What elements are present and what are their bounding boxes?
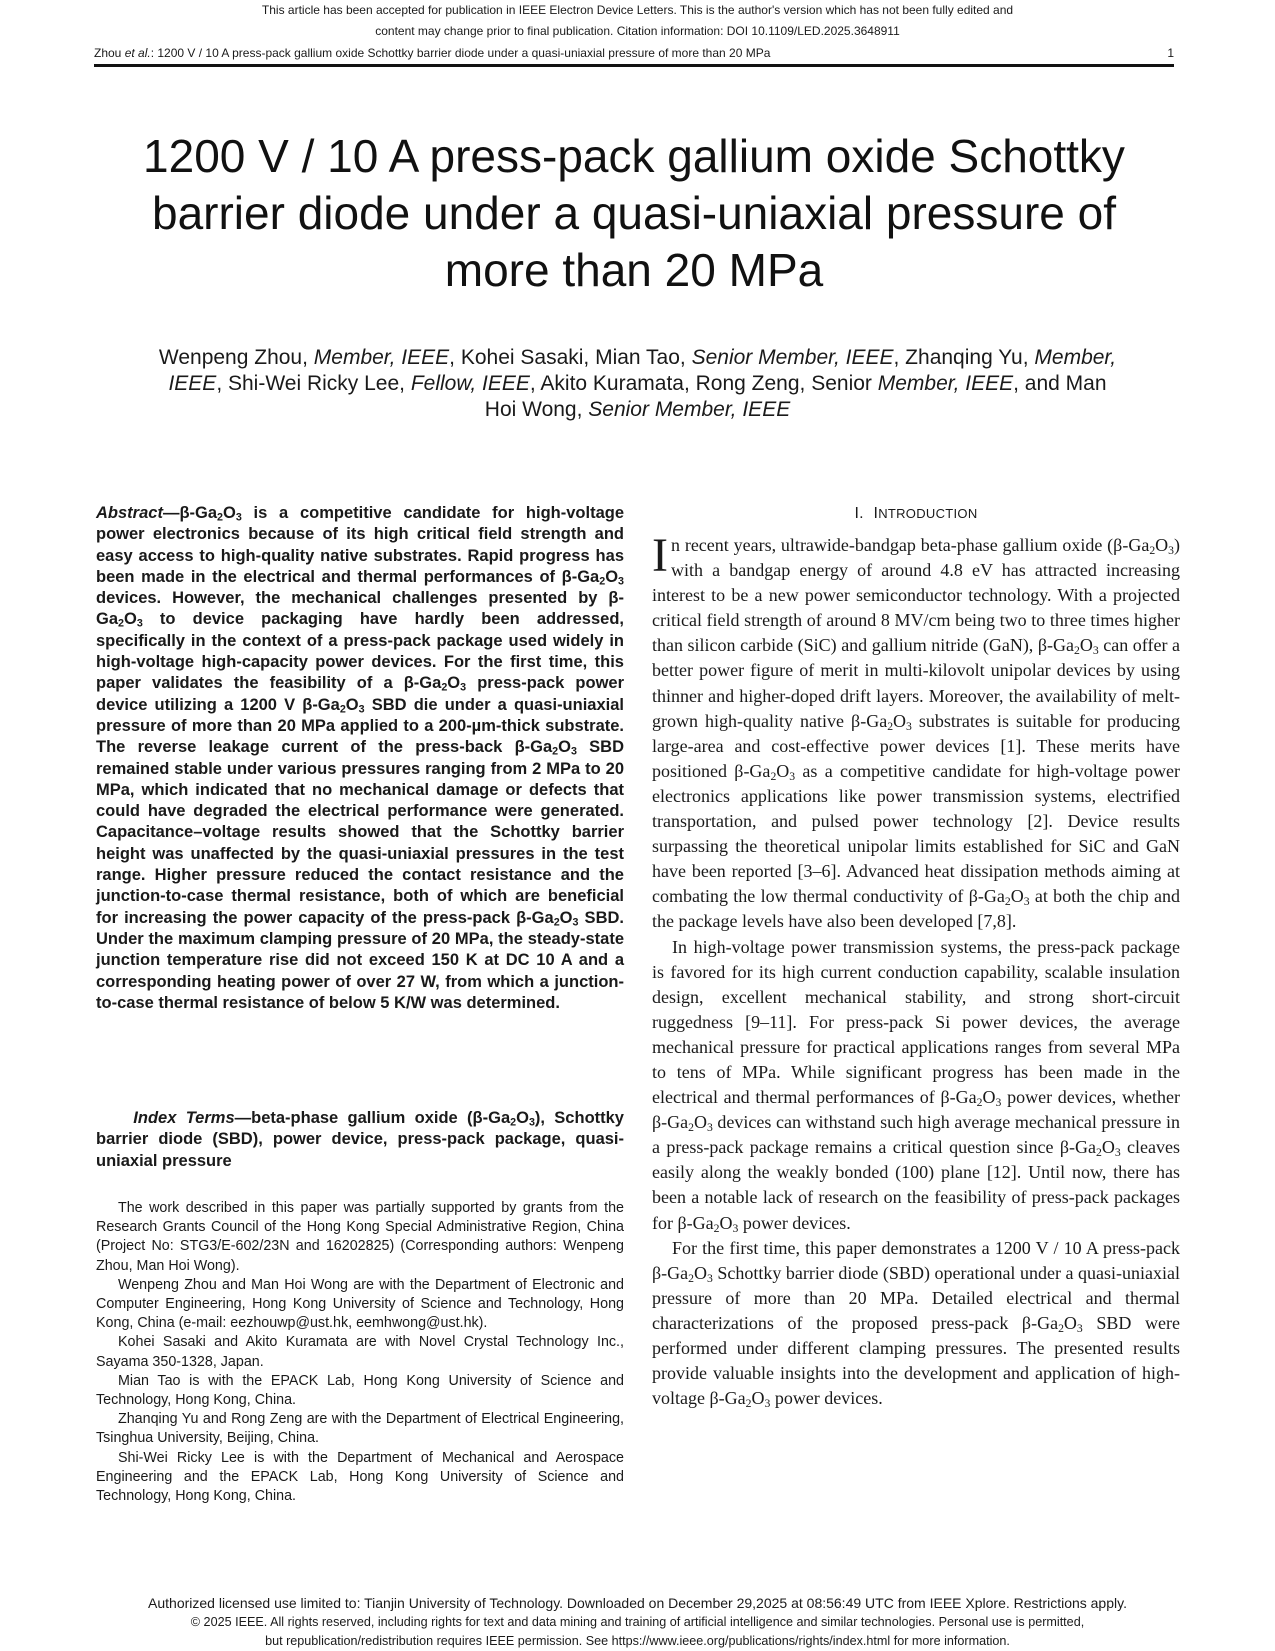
author-affil: Fellow, IEEE [410, 372, 530, 395]
page-number: 1 [1167, 46, 1174, 60]
author-affil: Senior Member, IEEE [588, 398, 791, 421]
author-seg: , Akito Kuramata, Rong Zeng, Senior [529, 372, 878, 395]
index-terms-dash: — [234, 1109, 252, 1127]
author-seg: , Zhanqing Yu, [893, 346, 1035, 369]
index-terms-label: Index Terms [133, 1109, 235, 1127]
index-terms [96, 1108, 624, 1172]
running-head [94, 46, 1174, 67]
section-title-cap: I [873, 505, 879, 522]
author-affil: Member, IEEE [877, 372, 1014, 395]
author-list [150, 345, 1125, 423]
paper-title [94, 128, 1174, 299]
author-seg: , Shi-Wei Ricky Lee, [216, 372, 411, 395]
author-affil: Senior Member, IEEE [691, 346, 894, 369]
abstract-label: Abstract [96, 504, 163, 522]
abstract-dash: — [162, 504, 180, 522]
publication-notice [0, 0, 1275, 42]
notice-line-1: This article has been accepted for publication in IEEE Electron Device Letters. This is the author's version which has not been fully edited and [261, 3, 1014, 17]
notice-line-2: content may change prior to final publication. Citation information: DOI 10.1109/LED.2025.3648911 [375, 24, 900, 38]
author-seg: Wenpeng Zhou, [158, 346, 314, 369]
footnotes [96, 1199, 624, 1506]
abstract [96, 503, 624, 1014]
running-head-etal: et al. [124, 46, 151, 60]
section-heading [652, 505, 1180, 523]
footer-copyright-line: © 2025 IEEE. All rights reserved, including rights for text and data mining and training of artificial intelligence and similar technologies. Personal use is permitted, [190, 1615, 1085, 1629]
intro-paragraph-1-text: n recent years, ultrawide-bandgap beta-phase gallium oxide $(\beta-Ga_2O_3)$ with a bandgap energy of around 4.8 eV has attracted increasing interest to be a new power semiconductor technology. With a projected critical field strength of around 8 MV/cm being two to three times higher than silicon carbide (SiC) and gallium nitride (GaN), $\beta-Ga_2O_3$ can offer a better power figure of merit in multi-kilovolt unipolar devices by using thinner and higher-doped drift layers. Moreover, the availability of melt-grown high-quality native $\beta-Ga_2O_3$ substrates is suitable for producing large-area and cost-effective power devices [1]. These merits have positioned $\beta-Ga_2O_3$ as a competitive candidate for high-voltage power electronics applications like power transmission systems, electrified transportation, and pulsed power technology [2]. Device results surpassing the theoretical unipolar limits established for SiC and GaN have been reported [3–6]. Advanced heat dissipation methods aiming at combating the low thermal conductivity of $\beta-Ga_2O_3$ at both the chip and the package levels have also been developed [7,8]. [652, 535, 1180, 932]
abstract-text: $\beta-Ga_2O_3$ is a competitive candidate for high-voltage power electronics because of its high critical field strength and easy access to high-quality native substrates. Rapid progress has been made in the electrical and thermal performances of $\beta-Ga_2O_3$ devices. However, the mechanical challenges presented by $\beta-Ga_2O_3$ to device packaging have hardly been addressed, specifically in the context of a press-pack package used widely in high-voltage high-capacity power devices. For the first time, this paper validates the feasibility of a $\beta-Ga_2O_3$ press-pack power device utilizing a 1200 V $\beta-Ga_2O_3$ SBD die under a quasi-uniaxial pressure of more than 20 MPa applied to a 200-µm-thick substrate. The reverse leakage current of the press-back $\beta-Ga_2O_3$ SBD remained stable under various pressures ranging from 2 MPa to 20 MPa, which indicated that no mechanical damage or defects that could have degraded the electrical performance were generated. Capacitance–voltage results showed that the Schottky barrier height was unaffected by the quasi-uniaxial pressures in the test range. Higher pressure reduced the contact resistance and the junction-to-case thermal resistance, both of which are beneficial for increasing the power capacity of the press-pack $\beta-Ga_2O_3$ SBD. Under the maximum clamping pressure of 20 MPa, the steady-state junction temperature rise did not exceed 150 K at DC 10 A and a corresponding heating power of over 27 W, from which a junction-to-case thermal resistance of below 5 K/W was determined. [96, 504, 625, 1012]
section-title-rest: NTRODUCTION [878, 506, 978, 521]
footnote-affiliation: Zhanqing Yu and Rong Zeng are with the Department of Electrical Engineering, Tsinghua University, Beijing, China. [96, 1411, 624, 1447]
intro-paragraph-1 [652, 529, 1180, 935]
intro-paragraph-3: For the first time, this paper demonstrates a 1200 V / 10 A press-pack $\beta-Ga_2O_3$ Schottky barrier diode (SBD) operational under a quasi-uniaxial pressure of more than 20 MPa. Detailed electrical and thermal characterizations of the proposed press-pack $\beta-Ga_2O_3$ SBD were performed under different clamping pressures. The presented results provide valuable insights into the development and application of high-voltage $\beta-Ga_2O_3$ power devices. [652, 1237, 1180, 1411]
footer-license-line: Authorized licensed use limited to: Tianjin University of Technology. Downloaded on December 29,2025 at 08:56:49 UTC from IEEE Xplore. Restrictions apply. [148, 1595, 1127, 1611]
footnote-affiliation: Wenpeng Zhou and Man Hoi Wong are with the Department of Electronic and Computer Engineering, Hong Kong University of Science and Technology, Hong Kong, China (e-mail: eezhouwp@ust.hk, eemhwong@ust.hk). [96, 1276, 624, 1332]
footnote-affiliation: Shi-Wei Ricky Lee is with the Department of Mechanical and Aerospace Engineering and the EPACK Lab, Hong Kong University of Science and Technology, Hong Kong, China. [96, 1449, 624, 1505]
intro-paragraph-2: In high-voltage power transmission systems, the press-pack package is favored for its high current conduction capability, scalable insulation design, excellent mechanical stability, and strong short-circuit ruggedness [9–11]. For press-pack Si power devices, the average mechanical pressure for practical applications ranges from several MPa to tens of MPa. While significant progress has been made in the electrical and thermal performances of $\beta-Ga_2O_3$ power devices, whether $\beta-Ga_2O_3$ devices can withstand such high average mechanical pressure in a press-pack package remains a critical question since $\beta-Ga_2O_3$ cleaves easily along the weakly bonded (100) plane [12]. Until now, there has been a notable lack of research on the feasibility of press-pack packages for $\beta-Ga_2O_3$ power devices. [652, 936, 1180, 1235]
introduction-body [652, 529, 1180, 1411]
drop-cap: I [652, 529, 668, 582]
footnote-affiliation: Kohei Sasaki and Akito Kuramata are with Novel Crystal Technology Inc., Sayama 350-1328, Japan. [96, 1334, 624, 1370]
running-head-author: Zhou [94, 46, 125, 60]
running-head-title: : 1200 V / 10 A press-pack gallium oxide Schottky barrier diode under a quasi-uniaxial pressure of more than 20 MPa [150, 46, 771, 60]
title-line-3: more than 20 MPa [444, 244, 824, 296]
footnote-affiliation: Mian Tao is with the EPACK Lab, Hong Kong University of Science and Technology, Hong Kong, China. [96, 1372, 624, 1409]
section-number: I. [854, 505, 864, 522]
running-head-text [94, 46, 770, 60]
page-footer [60, 1594, 1215, 1651]
footer-permission-line: but republication/redistribution requires IEEE permission. See https://www.ieee.org/publications/rights/index.html for more information. [265, 1634, 1010, 1648]
author-seg: , Kohei Sasaki, Mian Tao, [449, 346, 692, 369]
title-line-2: barrier diode under a quasi-uniaxial pressure of [151, 187, 1116, 239]
author-affil: Member, IEEE [168, 346, 1117, 395]
footnote-funding: The work described in this paper was partially supported by grants from the Research Grants Council of the Hong Kong Special Administrative Region, China (Project No: STG3/E-602/23N and 16202825) (Corresponding authors: Wenpeng Zhou, Man Hoi Wong). [96, 1200, 624, 1274]
author-seg: , and Man Hoi Wong, [484, 372, 1107, 421]
title-line-1: 1200 V / 10 A press-pack gallium oxide Schottky [143, 130, 1125, 182]
author-affil: Member, IEEE [313, 346, 450, 369]
index-terms-text: beta-phase gallium oxide $(\beta-Ga_2O_3)$, Schottky barrier diode (SBD), power device, press-pack package, quasi-uniaxial pressure [96, 1109, 624, 1170]
